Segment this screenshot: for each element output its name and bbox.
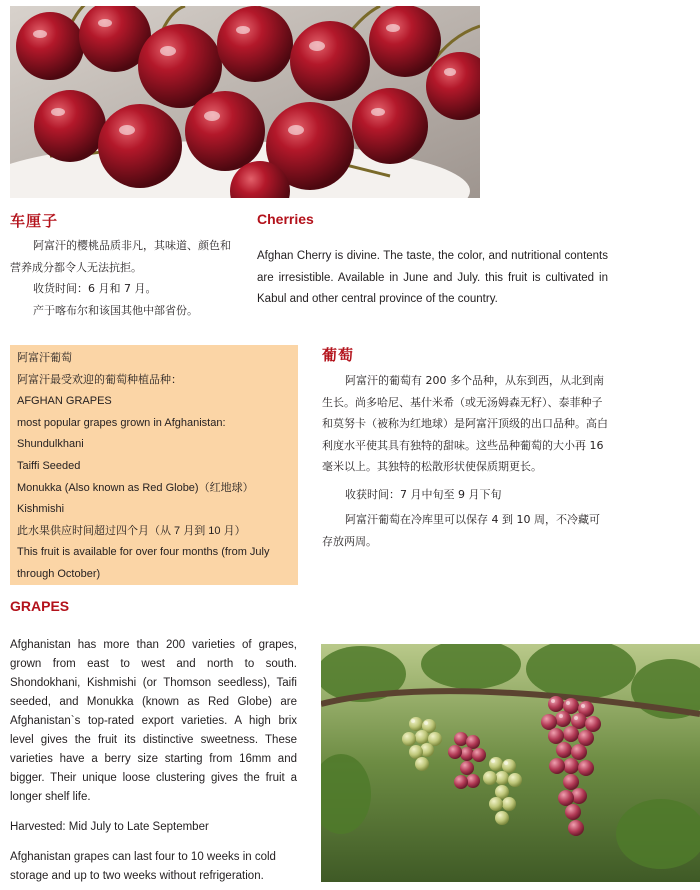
grape-box-line: Kishmishi: [17, 503, 65, 516]
grape-box-line: 阿富汗最受欢迎的葡萄种植品种：: [17, 373, 182, 386]
grapes-en-para-3: Afghanistan grapes can last four to 10 weeks in cold storage and up to two weeks without refrigeration.: [10, 851, 276, 882]
cherry-photo: [10, 6, 480, 198]
grapes-en-para-1: Afghanistan has more than 200 varieties of grapes, grown from east to west and north to south. Shondokhani, Kishmishi (or Thomson seedless), Taifi seeded, and Monukka (known as Red Globe) are Afghanistan`s top-rated export varieties. A high brix level gives the fruit its distinctive sweetness. These varieties have a berry size starting from 16mm and bigger. Their unique loose clustering gives the fruit a longer shelf life.: [10, 639, 297, 803]
grape-box-line: through October): [17, 567, 101, 580]
grape-box-line: 阿富汗葡萄: [17, 352, 72, 364]
cherries-cn-para-2: 收货时间：6 月和 7 月。: [33, 282, 157, 295]
grape-box-line: Shundulkhani: [17, 438, 84, 451]
grapes-cn-para-2: 收获时间：7 月中旬至 9 月下旬: [345, 487, 502, 501]
grape-box-line: most popular grapes grown in Afghanistan:: [17, 416, 226, 429]
grapes-title-cn: 葡萄: [322, 346, 355, 364]
grape-info-box: [10, 345, 298, 585]
cherries-title-en: Cherries: [257, 211, 314, 227]
cherries-cn-para-1: 阿富汗的樱桃品质非凡，其味道、颜色和营养成分都令人无法抗拒。: [10, 239, 231, 274]
grape-box-line: This fruit is available for over four months (from July: [17, 546, 270, 559]
grape-box-line: 此水果供应时间超过四个月（从 7 月到 10 月）: [17, 524, 246, 537]
cherries-body-en: Afghan Cherry is divine. The taste, the color, and nutritional contents are irresistible. Available in June and July. this fruit is cultivated in Kabul and other central province of the country.: [257, 250, 608, 305]
cherries-body-cn: [10, 235, 238, 321]
grape-box-line: Taiffi Seeded: [17, 459, 81, 472]
grapes-body-en: [10, 636, 297, 886]
grapes-title-en: GRAPES: [10, 598, 70, 614]
grapes-cn-para-3: 阿富汗葡萄在冷库里可以保存 4 到 10 周，不冷藏可存放两周。: [322, 513, 600, 548]
grapes-body-cn: [322, 370, 610, 552]
grape-box-line: Monukka (Also known as Red Globe)（红地球）: [17, 481, 254, 494]
grape-vine-photo: [321, 644, 700, 882]
grapes-en-para-2: Harvested: Mid July to Late September: [10, 821, 209, 833]
grapes-cn-para-1: 阿富汗的葡萄有 200 多个品种，从东到西，从北到南生长。尚多哈尼、基什米希（或无汤姆森无籽）、泰菲种子和莫努卡（被称为红地球）是阿富汗顶级的出口品种。高白利度水平使其具有独特的甜味。这些品种葡萄的大小再 16 毫米以上。其独特的松散形状使保质期更长。: [322, 374, 608, 473]
cherries-cn-para-3: 产于喀布尔和该国其他中部省份。: [33, 303, 198, 317]
cherries-title-cn: 车厘子: [10, 212, 59, 230]
grape-box-line: AFGHAN GRAPES: [17, 395, 112, 408]
